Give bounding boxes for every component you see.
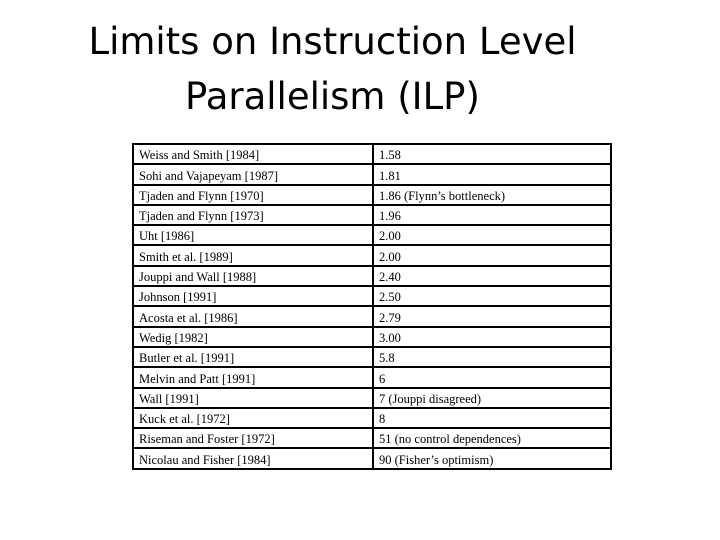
slide-title-line-1: Limits on Instruction Level — [88, 20, 577, 63]
ilp-value-cell: 2.00 — [373, 225, 611, 245]
study-cell: Wedig [1982] — [133, 327, 373, 347]
table-row — [133, 408, 611, 428]
study-cell: Tjaden and Flynn [1970] — [133, 185, 373, 205]
table-row — [133, 347, 611, 367]
study-cell: Kuck et al. [1972] — [133, 408, 373, 428]
ilp-value-cell: 2.00 — [373, 245, 611, 265]
table-row — [133, 164, 611, 184]
table-row — [133, 327, 611, 347]
study-cell: Sohi and Vajapeyam [1987] — [133, 164, 373, 184]
ilp-value-cell: 2.79 — [373, 306, 611, 326]
table-row — [133, 448, 611, 468]
ilp-value-cell: 1.58 — [373, 144, 611, 164]
ilp-value-cell: 90 (Fisher’s optimism) — [373, 448, 611, 468]
ilp-value-cell: 1.81 — [373, 164, 611, 184]
study-cell: Melvin and Patt [1991] — [133, 367, 373, 387]
ilp-value-cell: 1.96 — [373, 205, 611, 225]
ilp-value-cell: 5.8 — [373, 347, 611, 367]
ilp-value-cell: 2.40 — [373, 266, 611, 286]
ilp-value-cell: 7 (Jouppi disagreed) — [373, 388, 611, 408]
ilp-value-cell: 1.86 (Flynn’s bottleneck) — [373, 185, 611, 205]
ilp-value-cell: 8 — [373, 408, 611, 428]
table-row — [133, 205, 611, 225]
table-row — [133, 428, 611, 448]
study-cell: Riseman and Foster [1972] — [133, 428, 373, 448]
table-row — [133, 144, 611, 164]
table-row — [133, 225, 611, 245]
ilp-value-cell: 2.50 — [373, 286, 611, 306]
table-row — [133, 388, 611, 408]
table-row — [133, 286, 611, 306]
slide-title-line-2: Parallelism (ILP) — [185, 75, 480, 118]
study-cell: Butler et al. [1991] — [133, 347, 373, 367]
ilp-value-cell: 6 — [373, 367, 611, 387]
study-cell: Jouppi and Wall [1988] — [133, 266, 373, 286]
ilp-value-cell: 51 (no control dependences) — [373, 428, 611, 448]
study-cell: Wall [1991] — [133, 388, 373, 408]
slide-title — [0, 14, 665, 124]
ilp-value-cell: 3.00 — [373, 327, 611, 347]
study-cell: Johnson [1991] — [133, 286, 373, 306]
study-cell: Smith et al. [1989] — [133, 245, 373, 265]
table-row — [133, 306, 611, 326]
study-cell: Tjaden and Flynn [1973] — [133, 205, 373, 225]
table-row — [133, 266, 611, 286]
study-cell: Weiss and Smith [1984] — [133, 144, 373, 164]
table-row — [133, 185, 611, 205]
ilp-limits-table-body — [133, 144, 611, 469]
table-row — [133, 245, 611, 265]
study-cell: Nicolau and Fisher [1984] — [133, 448, 373, 468]
table-row — [133, 367, 611, 387]
study-cell: Acosta et al. [1986] — [133, 306, 373, 326]
study-cell: Uht [1986] — [133, 225, 373, 245]
ilp-limits-table — [132, 143, 612, 470]
